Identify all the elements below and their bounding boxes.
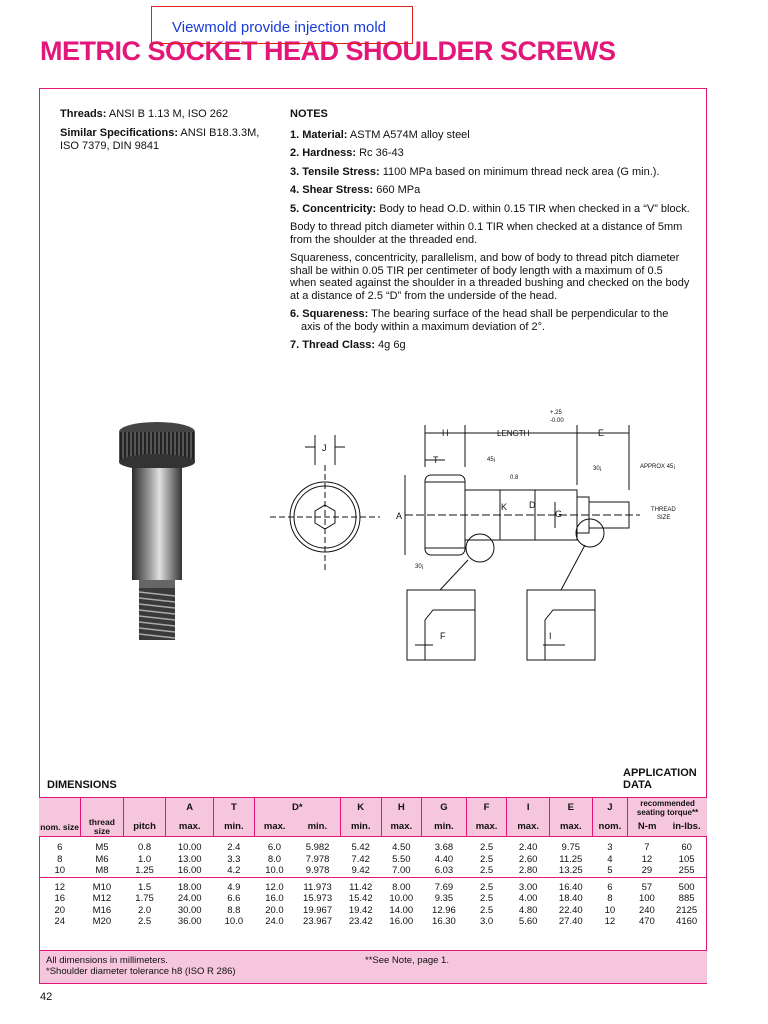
label-tol-plus: +.25 [550, 410, 562, 416]
table-cell: 19.42 [348, 904, 373, 916]
footnote-see-note: **See Note, page 1. [365, 955, 449, 966]
table-cell: 2.40 [518, 842, 538, 853]
table-cell: 12 [54, 881, 66, 893]
table-cell: 7.42 [351, 853, 370, 865]
label-thread-size-1: THREAD [651, 507, 676, 513]
subheader-cell: nom. size [39, 818, 81, 837]
table-cell: 1.5 [137, 881, 152, 893]
table-cell: 10 [54, 865, 66, 876]
table-cell: 15.42 [348, 893, 373, 904]
table-cell: 2.5 [137, 916, 152, 927]
subheader-cell: N-m [628, 818, 667, 837]
header-cell: F [466, 798, 507, 819]
table-cell: 2.0 [137, 904, 152, 916]
table-cell: 5.60 [518, 916, 538, 927]
label-f: F [440, 631, 446, 641]
table-cell: 3.00 [518, 881, 538, 893]
subheader-cell: nom. [592, 818, 628, 837]
note-7 [290, 339, 690, 352]
label-thread-size-2: SIZE [657, 515, 671, 521]
table-cell: 10.0 [224, 916, 244, 927]
threads-spec [60, 108, 280, 121]
subheader-cell: max. [507, 818, 550, 837]
threads-label: Threads: [60, 108, 107, 120]
header-cell: I [507, 798, 550, 819]
notes-header: NOTES [290, 108, 328, 120]
label-length: LENGTH [497, 429, 530, 438]
header-cell [123, 798, 166, 819]
table-cell: 4.80 [518, 904, 538, 916]
note-7-value: 4g 6g [374, 339, 406, 351]
label-angle45: 45¡ [487, 457, 496, 463]
table-row [39, 854, 707, 866]
banner-link[interactable]: Viewmold provide injection mold [151, 6, 413, 44]
table-cell: 2.5 [479, 853, 494, 865]
table-cell: 2.5 [479, 893, 494, 904]
label-tol-minus: -0.00 [550, 418, 564, 424]
label-r08: 0.8 [510, 475, 519, 481]
table-cell: 13.00 [177, 853, 202, 865]
table-cell: 11.25 [559, 853, 583, 865]
table-cell: 9.75 [561, 842, 581, 853]
table-cell: M8 [95, 865, 109, 876]
subheader-cell: min. [340, 818, 381, 837]
table-cell: 16.30 [432, 916, 456, 927]
table-cell: 8 [607, 893, 613, 904]
header-cell [39, 798, 81, 819]
threads-value: ANSI B 1.13 M, ISO 262 [106, 108, 229, 120]
table-cell: 13.25 [558, 865, 583, 876]
table-cell: 6.03 [434, 865, 454, 876]
table-cell: 23.967 [303, 916, 333, 927]
subheader-cell: max. [549, 818, 592, 837]
similar-spec [60, 127, 280, 153]
table-cell: 4160 [676, 916, 698, 927]
label-angle30-top: 30¡ [593, 466, 602, 472]
table-cell: 2125 [676, 904, 698, 916]
table-cell: 60 [681, 842, 692, 853]
table-cell: 7.00 [392, 865, 411, 876]
table-row [39, 893, 707, 905]
note-5-label: 5. Concentricity: [290, 202, 377, 215]
screw-photo [112, 420, 202, 650]
table-cell: 14.00 [389, 904, 414, 916]
table-cell: 9.978 [305, 865, 330, 876]
table-cell: 29 [641, 865, 653, 876]
label-j: J [322, 443, 327, 453]
table-cell: 3 [607, 842, 613, 853]
note-1-value: ASTM A574M alloy steel [347, 128, 470, 141]
table-cell: 10.0 [265, 865, 284, 876]
subheader-cell: max. [466, 818, 507, 837]
screw-diagram [265, 405, 695, 670]
table-cell: 6 [57, 842, 63, 853]
dimensions-label: DIMENSIONS [47, 779, 117, 791]
table-cell: 8.0 [267, 853, 282, 865]
table-cell: 16 [54, 893, 66, 904]
table-cell: 30.00 [177, 904, 202, 916]
table-cell: 240 [638, 904, 655, 916]
note-2 [290, 147, 690, 160]
subheader-cell: max. [381, 818, 422, 837]
table-cell: 2.60 [518, 853, 538, 865]
table-cell: 12.0 [265, 881, 284, 893]
table-cell: 2.5 [479, 842, 494, 853]
table-cell: 36.00 [177, 916, 202, 927]
note-2-value: Rc 36-43 [356, 147, 404, 159]
header-cell: E [549, 798, 592, 819]
table-cell: 0.8 [137, 842, 152, 853]
table-row [39, 882, 707, 894]
table-cell: 6 [607, 881, 613, 893]
table-cell: M10 [92, 881, 112, 893]
header-cell [81, 798, 124, 819]
table-cell: 500 [678, 881, 695, 893]
similar-label: Similar Specifications: [60, 127, 178, 139]
note-6 [290, 308, 690, 333]
table-cell: 2.5 [479, 881, 494, 893]
table-cell: 4.50 [392, 842, 411, 853]
table-cell: 5.50 [392, 853, 411, 865]
note-6-label: 6. Squareness: [290, 308, 369, 320]
subheader-cell: thread size [81, 818, 124, 837]
table-cell: 57 [641, 881, 653, 893]
table-cell: 4.40 [434, 853, 454, 865]
similar-value: ANSI B18.3.3M, ISO 7379, DIN 9841 [60, 127, 260, 152]
table-cell: 4.00 [518, 893, 538, 904]
header-cell: T [214, 798, 255, 819]
label-i: I [549, 631, 552, 641]
table-cell: 15.973 [303, 893, 333, 904]
table-cell: 10.00 [389, 893, 414, 904]
header-cell: J [592, 798, 628, 819]
table-cell: 5.42 [351, 842, 370, 853]
table-cell: 12 [604, 916, 616, 927]
label-angle30-bottom: 30¡ [415, 564, 424, 570]
label-e: E [598, 428, 605, 438]
table-cell: 470 [638, 916, 655, 927]
table-cell: 2.5 [479, 865, 494, 876]
table-cell: 100 [638, 893, 655, 904]
table-cell: 18.00 [177, 881, 202, 893]
dimensions-table [39, 797, 707, 928]
table-cell: 8.8 [227, 904, 241, 916]
table-cell: 16.0 [265, 893, 284, 904]
table-cell: 10 [604, 904, 616, 916]
header-cell: recommended seating torque** [628, 798, 707, 819]
note-4 [290, 184, 690, 197]
table-cell: 4.9 [227, 881, 241, 893]
header-cell: H [381, 798, 422, 819]
application-label-line1: APPLICATION [623, 767, 697, 779]
table-cell: 12 [641, 853, 653, 865]
table-cell: M16 [92, 904, 112, 916]
label-a: A [395, 511, 402, 521]
table-cell: 11.42 [349, 881, 373, 893]
table-cell: 16.40 [558, 881, 583, 893]
table-cell: M5 [95, 842, 109, 853]
label-t: T [433, 455, 439, 465]
table-cell: 23.42 [348, 916, 373, 927]
notes-block [290, 108, 690, 358]
note-3 [290, 166, 690, 179]
application-data-label [623, 767, 697, 791]
table-cell: 5.982 [305, 842, 330, 853]
subheader-cell: max. [166, 818, 214, 837]
table-cell: 12.96 [432, 904, 456, 916]
note-3-value: 1100 MPa based on minimum thread neck area (G min.). [379, 165, 660, 178]
table-cell: 24 [54, 916, 66, 927]
table-cell: 20.0 [265, 904, 284, 916]
table-cell: 3.0 [479, 916, 494, 927]
note-6-value: The bearing surface of the head shall be perpendicular to the axis of the body within a maximum deviation of 2°. [301, 308, 669, 333]
table-cell: M6 [95, 853, 109, 865]
table-row [39, 916, 707, 928]
table-cell: 2.5 [479, 904, 494, 916]
table-cell: 9.35 [434, 893, 454, 904]
footnote-tolerance: *Shoulder diameter tolerance h8 (ISO R 286) [46, 966, 236, 977]
subheader-cell: min. [214, 818, 255, 837]
spec-block [60, 108, 280, 159]
table-cell: 22.40 [558, 904, 583, 916]
table-cell: 4 [607, 853, 613, 865]
page-title: METRIC SOCKET HEAD SHOULDER SCREWS [40, 36, 616, 66]
label-k: K [501, 502, 508, 512]
table-row [39, 905, 707, 917]
table-cell: M12 [92, 893, 112, 904]
note-5-paragraph-1: Body to thread pitch diameter within 0.1 TIR when checked at a distance of 5mm from the shoulder at the threaded end. [290, 221, 683, 246]
table-cell: 4.2 [227, 865, 241, 876]
header-cell: A [166, 798, 214, 819]
table-cell: 7 [644, 842, 650, 853]
note-7-label: 7. Thread Class: [290, 339, 375, 351]
label-d: D [529, 500, 536, 510]
label-h: H [442, 428, 449, 438]
note-1 [290, 129, 690, 142]
table-cell: 6.0 [267, 842, 282, 853]
table-cell: 8 [57, 853, 63, 865]
table-cell: 10.00 [177, 842, 202, 853]
table-cell: 20 [54, 904, 66, 916]
table-cell: 11.973 [303, 881, 332, 893]
note-3-label: 3. Tensile Stress: [290, 165, 380, 178]
table-cell: 16.00 [177, 865, 202, 876]
table-cell: 2.80 [518, 865, 538, 876]
subheader-cell: in-lbs. [666, 818, 707, 837]
footnote-units: All dimensions in millimeters. [46, 955, 168, 966]
table-cell: 24.0 [265, 916, 284, 927]
table-cell: 5 [607, 865, 613, 876]
table-cell: 27.40 [558, 916, 583, 927]
table-cell: 255 [678, 865, 695, 876]
table-cell: 3.3 [227, 853, 241, 865]
subheader-cell: max. [254, 818, 295, 837]
table-cell: 18.40 [558, 893, 583, 904]
table-row [39, 842, 707, 854]
header-cell: G [422, 798, 467, 819]
subheader-cell: min. [295, 818, 341, 837]
table-cell: 105 [678, 853, 695, 865]
label-g: G [555, 509, 563, 519]
note-5-value: Body to head O.D. within 0.15 TIR when checked in a “V” block. [376, 202, 690, 215]
label-approx45: APPROX 45¡ [640, 464, 676, 470]
table-cell: 16.00 [389, 916, 414, 927]
footnotes [40, 950, 707, 983]
note-5-paragraph-2: Squareness, concentricity, parallelism, and bow of body to thread pitch diameter shall be within 0.05 TIR per centimeter of body length with a maximum of 0.5 when seated against the shoulder in a threaded bushing and checked on the body at a distance of 2.5 “D” from the underside of the head. [290, 252, 690, 302]
subheader-cell: pitch [123, 818, 166, 837]
table-cell: 885 [678, 893, 695, 904]
header-cell: K [340, 798, 381, 819]
note-4-label: 4. Shear Stress: [290, 184, 374, 196]
table-cell: 3.68 [434, 842, 454, 853]
table-cell: 2.4 [227, 842, 241, 853]
table-cell: M20 [92, 916, 112, 927]
table-cell: 1.75 [135, 893, 154, 904]
header-cell: D* [254, 798, 340, 819]
table-cell: 9.42 [351, 865, 370, 876]
note-5 [290, 203, 690, 216]
application-label-line2: DATA [623, 779, 652, 791]
table-cell: 6.6 [227, 893, 241, 904]
table-cell: 7.69 [434, 881, 454, 893]
subheader-cell: min. [422, 818, 467, 837]
note-1-label: 1. Material: [290, 128, 348, 141]
table-cell: 24.00 [177, 893, 202, 904]
table-cell: 8.00 [392, 881, 411, 893]
table-cell: 1.25 [135, 865, 154, 876]
note-4-value: 660 MPa [373, 184, 421, 196]
table-cell: 1.0 [137, 853, 152, 865]
table-cell: 19.967 [303, 904, 333, 916]
table-cell: 7.978 [305, 853, 330, 865]
note-2-label: 2. Hardness: [290, 147, 357, 159]
table-row [39, 865, 707, 877]
page-number: 42 [40, 991, 53, 1003]
